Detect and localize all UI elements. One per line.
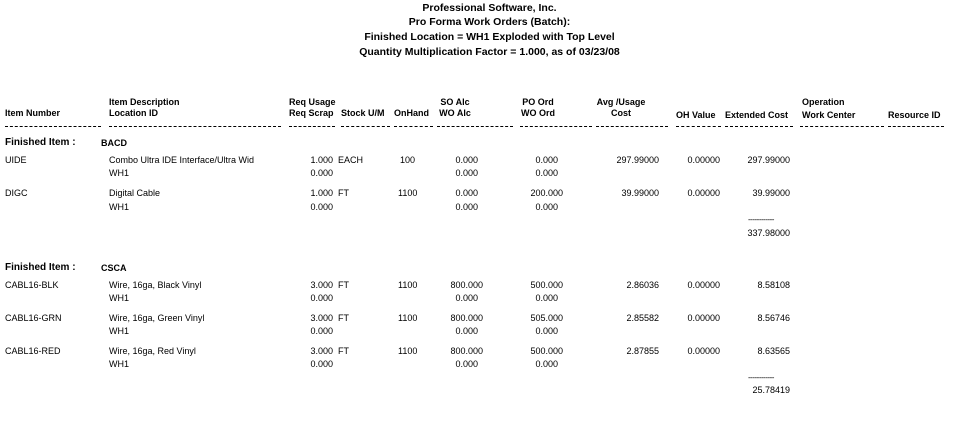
col-item-number: Item Number [5, 108, 61, 118]
extended-cost: 8.63565 [757, 346, 790, 356]
item-number: CABL16-GRN [5, 313, 62, 323]
finished-item-label: Finished Item : [5, 262, 76, 273]
group-subtotal: 337.98000 [747, 228, 790, 238]
avg-cost: 2.86036 [626, 280, 659, 290]
so-alc: 800.000 [450, 313, 483, 323]
separator [341, 126, 390, 127]
po-ord: 200.000 [530, 188, 563, 198]
onhand: 1100 [398, 346, 418, 356]
separator [109, 126, 281, 127]
req-usage: 1.000 [310, 155, 333, 165]
extended-cost: 39.99000 [752, 188, 790, 198]
po-ord: 505.000 [530, 313, 563, 323]
so-alc: 800.000 [450, 346, 483, 356]
stock-um: EACH [338, 155, 364, 165]
extended-cost: 8.56746 [757, 313, 790, 323]
wo-ord: 0.000 [535, 202, 558, 212]
col-operation: Operation [802, 97, 845, 107]
separator [800, 126, 884, 127]
separator [520, 126, 592, 127]
separator [676, 126, 721, 127]
avg-cost: 2.87855 [626, 346, 659, 356]
group-subtotal: 25.78419 [752, 385, 790, 395]
item-number: UIDE [5, 155, 27, 165]
col-oh-value: OH Value [676, 110, 716, 120]
report-title: Pro Forma Work Orders (Batch): [408, 16, 571, 28]
onhand: 1100 [398, 280, 418, 290]
separator [725, 126, 793, 127]
col-avg-usage: Avg /Usage [596, 97, 646, 107]
col-cost: Cost [611, 108, 631, 118]
avg-cost: 39.99000 [621, 188, 659, 198]
separator [596, 126, 668, 127]
po-ord: 500.000 [530, 346, 563, 356]
oh-value: 0.00000 [687, 346, 720, 356]
col-stock-um: Stock U/M [341, 108, 385, 118]
avg-cost: 2.85582 [626, 313, 659, 323]
location-id: WH1 [109, 293, 129, 303]
avg-cost: 297.99000 [616, 155, 659, 165]
subtotal-line: ------------ [748, 373, 774, 382]
so-alc: 0.000 [455, 155, 478, 165]
wo-alc: 0.000 [455, 293, 478, 303]
col-po-ord: PO Ord [522, 97, 554, 107]
separator [5, 126, 101, 127]
onhand: 1100 [398, 188, 418, 198]
item-number: CABL16-BLK [5, 280, 59, 290]
location-id: WH1 [109, 168, 129, 178]
extended-cost: 297.99000 [747, 155, 790, 165]
wo-alc: 0.000 [455, 326, 478, 336]
wo-ord: 0.000 [535, 293, 558, 303]
req-scrap: 0.000 [310, 293, 333, 303]
req-scrap: 0.000 [310, 168, 333, 178]
wo-alc: 0.000 [455, 168, 478, 178]
req-usage: 3.000 [310, 346, 333, 356]
col-onhand: OnHand [394, 108, 429, 118]
finished-item-label: Finished Item : [5, 137, 76, 148]
stock-um: FT [338, 313, 349, 323]
item-number: CABL16-RED [5, 346, 61, 356]
wo-alc: 0.000 [455, 202, 478, 212]
req-scrap: 0.000 [310, 359, 333, 369]
oh-value: 0.00000 [687, 155, 720, 165]
item-description: Combo Ultra IDE Interface/Ultra Wid [109, 155, 255, 165]
wo-ord: 0.000 [535, 359, 558, 369]
stock-um: FT [338, 280, 349, 290]
oh-value: 0.00000 [687, 188, 720, 198]
req-usage: 3.000 [310, 313, 333, 323]
po-ord: 500.000 [530, 280, 563, 290]
location-id: WH1 [109, 326, 129, 336]
separator [394, 126, 433, 127]
location-id: WH1 [109, 202, 129, 212]
req-usage: 1.000 [310, 188, 333, 198]
col-req-usage: Req Usage [289, 97, 336, 107]
location-id: WH1 [109, 359, 129, 369]
report-filter: Finished Location = WH1 Exploded with Top Level [364, 31, 615, 43]
col-wo-alc: WO Alc [439, 108, 471, 118]
separator [437, 126, 513, 127]
wo-alc: 0.000 [455, 359, 478, 369]
stock-um: FT [338, 346, 349, 356]
req-usage: 3.000 [310, 280, 333, 290]
col-wo-ord: WO Ord [521, 108, 555, 118]
col-resource-id: Resource ID [888, 110, 941, 120]
po-ord: 0.000 [535, 155, 558, 165]
item-description: Digital Cable [109, 188, 161, 198]
wo-ord: 0.000 [535, 326, 558, 336]
stock-um: FT [338, 188, 349, 198]
wo-ord: 0.000 [535, 168, 558, 178]
item-description: Wire, 16ga, Black Vinyl [109, 280, 202, 290]
req-scrap: 0.000 [310, 326, 333, 336]
col-so-alc: SO Alc [440, 97, 470, 107]
separator [289, 126, 335, 127]
oh-value: 0.00000 [687, 313, 720, 323]
so-alc: 0.000 [455, 188, 478, 198]
item-description: Wire, 16ga, Green Vinyl [109, 313, 205, 323]
col-req-scrap: Req Scrap [289, 108, 334, 118]
so-alc: 800.000 [450, 280, 483, 290]
company-name: Professional Software, Inc. [422, 2, 557, 14]
onhand: 1100 [398, 313, 418, 323]
oh-value: 0.00000 [687, 280, 720, 290]
col-work-center: Work Center [802, 110, 856, 120]
extended-cost: 8.58108 [757, 280, 790, 290]
report-factor: Quantity Multiplication Factor = 1.000, as of 03/23/08 [359, 46, 620, 58]
subtotal-line: ------------ [748, 215, 774, 224]
req-scrap: 0.000 [310, 202, 333, 212]
col-location-id: Location ID [109, 108, 158, 118]
onhand: 100 [400, 155, 416, 165]
finished-item-value: CSCA [101, 263, 127, 273]
col-extended-cost: Extended Cost [725, 110, 789, 120]
finished-item-value: BACD [101, 138, 127, 148]
separator [888, 126, 944, 127]
item-number: DIGC [5, 188, 28, 198]
col-item-description: Item Description [109, 97, 180, 107]
item-description: Wire, 16ga, Red Vinyl [109, 346, 196, 356]
